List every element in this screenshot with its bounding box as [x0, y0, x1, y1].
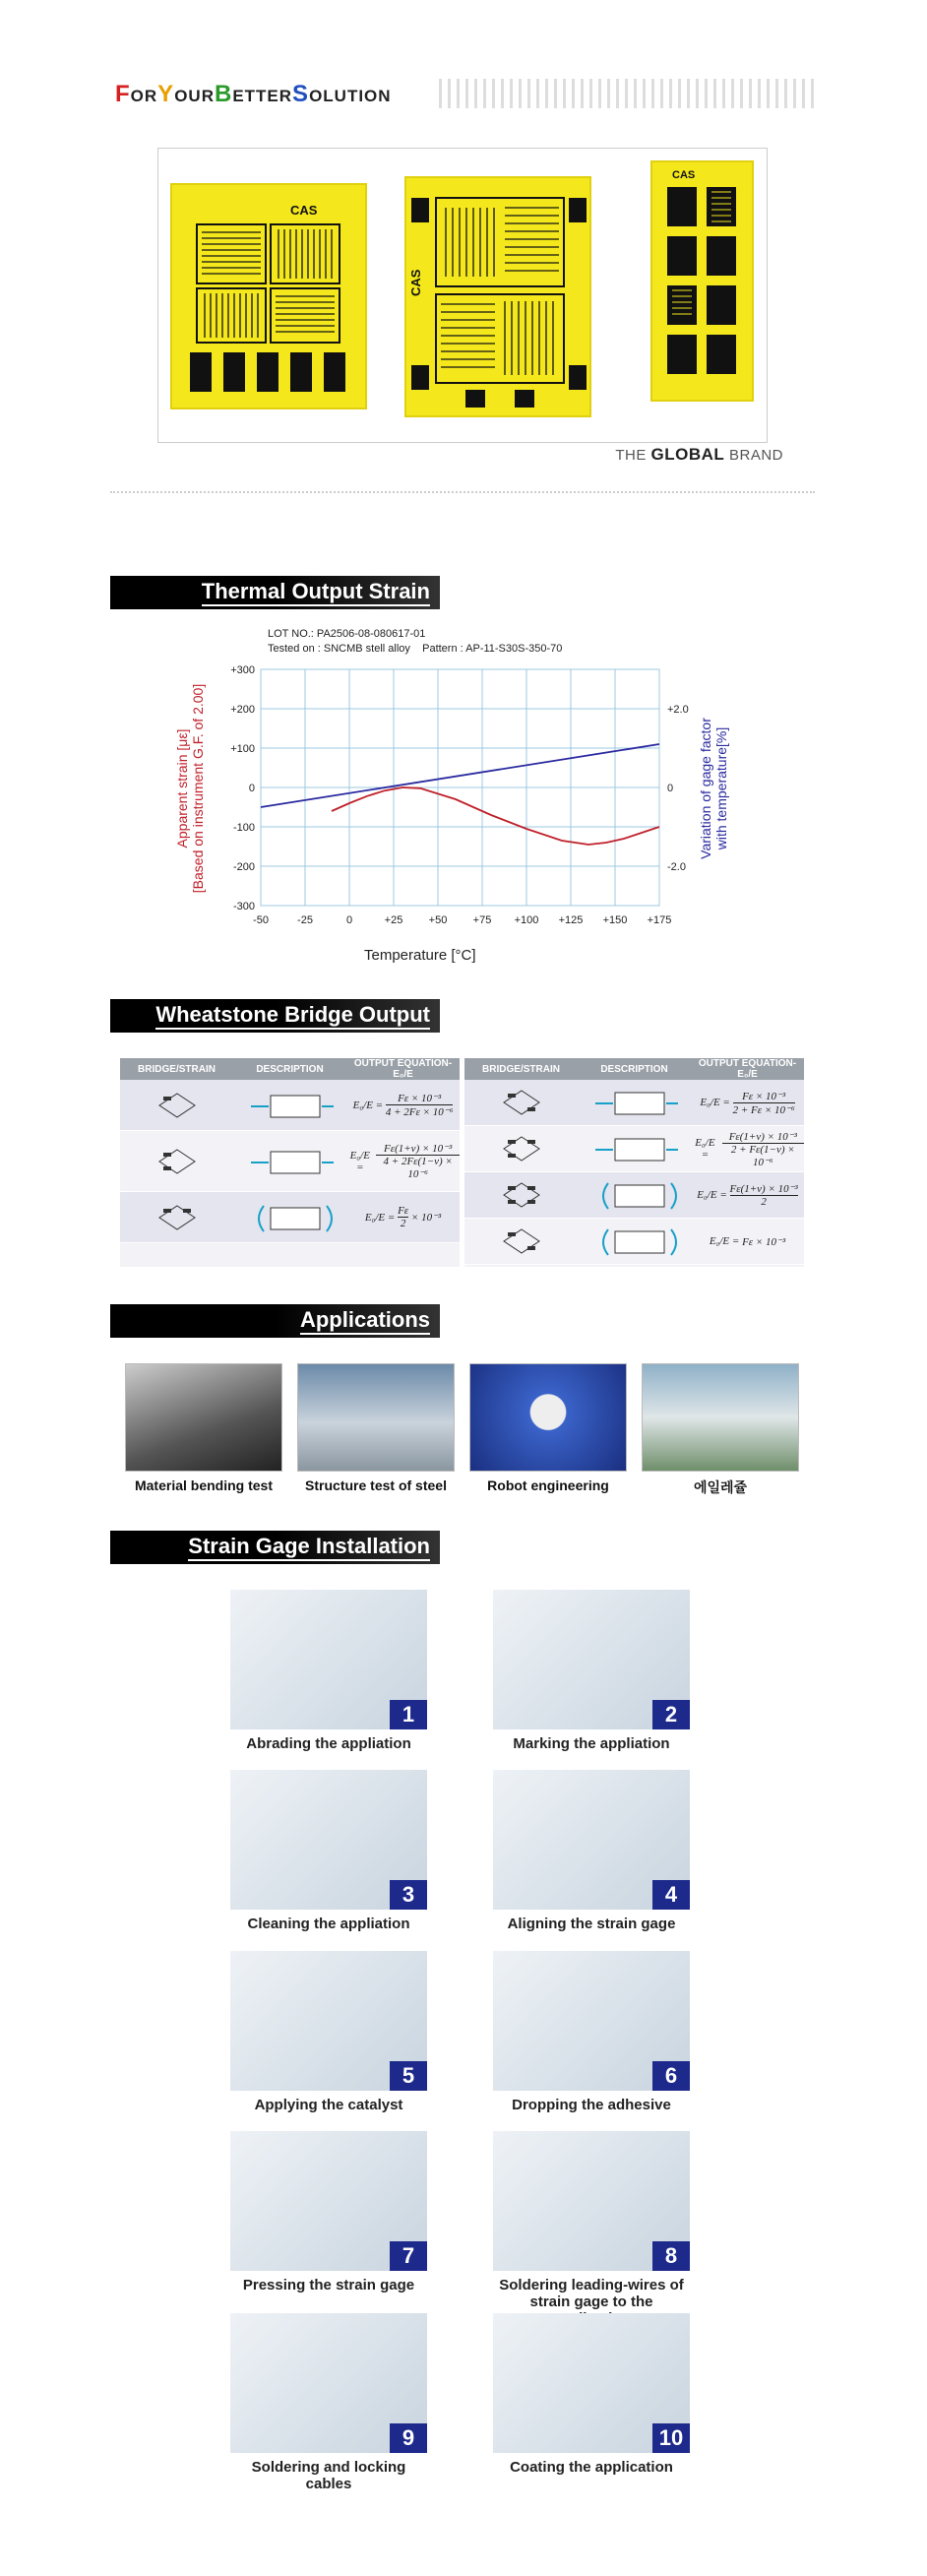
step-photo	[493, 1770, 690, 1910]
specimen-icon	[590, 1177, 679, 1213]
eq-numerator: Fε(1+ν) × 10⁻³	[722, 1130, 804, 1144]
table-row	[120, 1080, 460, 1131]
bridge-table-right	[464, 1058, 804, 1267]
installation-step	[230, 1770, 427, 1932]
specimen-icon	[246, 1200, 335, 1235]
y-tick-label: +300	[230, 664, 255, 676]
specimen-icon	[590, 1224, 679, 1259]
specimen-icon	[590, 1131, 679, 1166]
step-number: 1	[390, 1700, 427, 1729]
step-number: 10	[652, 2423, 690, 2453]
lot-number: LOT NO.: PA2506-08-080617-01	[268, 628, 426, 640]
thermal-title: Thermal Output Strain	[202, 579, 430, 606]
divider	[110, 491, 815, 493]
section-header-installation	[110, 1531, 440, 1564]
table-row	[464, 1080, 804, 1126]
table-header	[120, 1058, 460, 1080]
cas-logo-3: CAS	[672, 169, 696, 181]
step-caption: Applying the catalyst	[254, 2097, 403, 2113]
brand-suffix: BRAND	[724, 447, 783, 464]
tagline-text: OLUTION	[309, 87, 392, 105]
bridge-diagram-icon	[155, 1203, 199, 1232]
x-tick-label: 0	[345, 914, 353, 926]
cas-logo-1: CAS	[290, 203, 318, 218]
installation-step	[230, 1590, 427, 1752]
step-caption: Soldering leading-wires of strain gage to the	[499, 2277, 684, 2310]
installation-step	[493, 1951, 690, 2113]
step-photo	[230, 2131, 427, 2271]
specimen-icon	[246, 1144, 335, 1179]
bridge-diagram-icon	[155, 1091, 199, 1120]
eq-lhs: E₀/E =	[352, 1099, 384, 1111]
eq-denominator: 4 + 2Fε(1−ν) × 10⁻⁶	[383, 1156, 453, 1180]
application-caption: 에일레쥴	[693, 1479, 748, 1495]
x-tick-label: +100	[514, 914, 539, 926]
y-tick-label: +200	[230, 704, 255, 716]
strain-gage-product-3	[650, 160, 754, 402]
application-card	[469, 1363, 627, 1493]
gage-pattern-1	[172, 185, 365, 408]
eq-lhs: E₀/E =	[697, 1189, 727, 1201]
y-tick-label: +100	[230, 743, 255, 755]
product-showcase	[157, 148, 768, 443]
application-caption: Material bending test	[134, 1477, 274, 1493]
bridge-diagram-icon	[500, 1180, 543, 1210]
y-tick-label: -300	[232, 901, 255, 912]
tagline	[115, 81, 392, 108]
step-number: 2	[652, 1700, 690, 1729]
specimen-icon	[246, 1088, 335, 1123]
applications-title: Applications	[300, 1307, 430, 1335]
eq-numerator: Fε × 10⁻³	[733, 1090, 795, 1103]
brand-prefix: THE	[615, 447, 651, 464]
bridge-diagram-icon	[500, 1134, 543, 1163]
x-tick-label: +75	[472, 914, 492, 926]
step-caption: Soldering and locking cables	[251, 2459, 406, 2492]
header-description: DESCRIPTION	[256, 1063, 324, 1075]
application-card	[125, 1363, 282, 1493]
equation	[691, 1182, 804, 1208]
eq-numerator: Fε(1+ν) × 10⁻³	[376, 1142, 460, 1156]
eq-lhs: E₀/E =	[349, 1149, 370, 1173]
step-photo	[493, 1951, 690, 2091]
installation-step	[493, 1590, 690, 1752]
step-number: 5	[390, 2061, 427, 2091]
structure-steel-image	[297, 1363, 455, 1472]
tagline-text: ETTER	[232, 87, 293, 105]
ylabel-apparent-strain: Apparent strain [με]	[174, 728, 190, 848]
chart-ylabel-left	[174, 664, 206, 920]
table-header	[464, 1058, 804, 1080]
installation-step	[493, 2131, 690, 2327]
equation	[691, 1235, 804, 1248]
gage-pattern-2	[406, 178, 589, 415]
strain-gage-product-2	[404, 176, 591, 417]
material-bending-image	[125, 1363, 282, 1472]
eq-numerator: Fε	[398, 1205, 409, 1217]
x-tick-label: +150	[602, 914, 628, 926]
step-caption: Aligning the strain gage	[507, 1916, 676, 1932]
x-tick-label: +175	[647, 914, 672, 926]
installation-step	[493, 2313, 690, 2476]
section-header-applications	[110, 1304, 440, 1338]
eq-numerator: Fε × 10⁻³	[386, 1092, 454, 1105]
table-row	[120, 1192, 460, 1243]
eq-denominator: 4 + 2Fε × 10⁻⁶	[385, 1106, 454, 1118]
tagline-text: OR	[130, 87, 158, 105]
thermal-output-chart	[187, 660, 699, 945]
installation-title: Strain Gage Installation	[188, 1534, 430, 1561]
x-tick-label: +25	[384, 914, 403, 926]
strain-gage-product-1	[170, 183, 367, 409]
tagline-letter: F	[115, 81, 131, 107]
y-tick-label: 0	[248, 783, 255, 794]
step-caption: Coating the application	[510, 2459, 673, 2476]
decorative-stripes	[433, 79, 815, 108]
step-caption: Abrading the appliation	[246, 1735, 411, 1752]
facility-image	[642, 1363, 799, 1472]
x-tick-label: +50	[428, 914, 448, 926]
step-photo	[230, 1770, 427, 1910]
eq-denominator: 2	[761, 1196, 767, 1208]
x-tick-label: -25	[297, 914, 313, 926]
chart-ylabel-right	[698, 664, 729, 920]
bridge-table-left	[120, 1058, 460, 1267]
step-caption: Pressing the strain gage	[242, 2277, 415, 2293]
x-tick-label: -50	[253, 914, 269, 926]
equation	[346, 1205, 460, 1229]
application-card	[642, 1363, 799, 1497]
header-bridge: BRIDGE/STRAIN	[482, 1063, 560, 1075]
chart-xlabel: Temperature [°C]	[364, 947, 476, 964]
equation	[691, 1090, 804, 1116]
installation-step	[230, 2131, 427, 2293]
ylabel-variation: Variation of gage factor	[698, 718, 713, 859]
tagline-letter: Y	[157, 81, 175, 107]
eq-suffix: × 10⁻³	[410, 1212, 442, 1224]
bridge-diagram-icon	[500, 1226, 543, 1256]
header-equation: OUTPUT EQUATION-E₀/E	[353, 1058, 453, 1080]
eq-lhs: E₀/E =	[695, 1137, 715, 1161]
application-caption: Structure test of steel	[305, 1477, 447, 1493]
eq-lhs: E₀/E =	[364, 1211, 396, 1224]
eq-plain: Fε × 10⁻³	[742, 1235, 786, 1248]
x-tick-label: +125	[558, 914, 584, 926]
test-info: Tested on : SNCMB stell alloy Pattern : AP-11-S30S-350-70	[268, 643, 563, 655]
equation	[346, 1092, 460, 1118]
installation-step	[230, 2313, 427, 2492]
step-photo	[230, 1590, 427, 1729]
wheatstone-title: Wheatstone Bridge Output	[155, 1002, 430, 1030]
y2-tick-label: -2.0	[667, 861, 686, 873]
equation	[346, 1142, 460, 1180]
specimen-icon	[590, 1085, 679, 1120]
step-number: 4	[652, 1880, 690, 1910]
table-row	[464, 1172, 804, 1219]
table-row	[464, 1126, 804, 1172]
step-photo	[230, 1951, 427, 2091]
step-number: 6	[652, 2061, 690, 2091]
header-description: DESCRIPTION	[600, 1063, 668, 1075]
y2-tick-label: 0	[667, 783, 674, 794]
section-header-thermal	[110, 576, 440, 609]
ylabel-based-on: [Based on instrument G.F. of 2.00]	[190, 683, 206, 894]
ylabel-with-temp: with temperature[%]	[713, 726, 729, 850]
table-row	[464, 1219, 804, 1265]
step-number: 7	[390, 2241, 427, 2271]
step-photo	[230, 2313, 427, 2453]
eq-lhs: E₀/E =	[700, 1097, 730, 1108]
header-equation: OUTPUT EQUATION-E₀/E	[698, 1058, 797, 1080]
global-brand	[615, 445, 783, 465]
application-card	[297, 1363, 455, 1493]
tagline-text: OUR	[174, 87, 215, 105]
step-caption: Dropping the adhesive	[512, 2097, 671, 2113]
table-row	[120, 1131, 460, 1192]
installation-step	[230, 1951, 427, 2113]
eq-denominator: 2 + Fε(1−ν) × 10⁻⁶	[730, 1143, 795, 1168]
section-header-wheatstone	[110, 999, 440, 1033]
y2-tick-label: +2.0	[667, 704, 689, 716]
eq-denominator: 2	[400, 1218, 406, 1229]
y-tick-label: -100	[232, 822, 255, 834]
application-caption: Robot engineering	[487, 1477, 609, 1493]
bridge-diagram-icon	[155, 1147, 199, 1176]
cas-logo-2: CAS	[408, 269, 423, 296]
gage-pattern-3	[652, 162, 752, 400]
step-photo	[493, 2131, 690, 2271]
y-tick-label: -200	[232, 861, 255, 873]
step-number: 8	[652, 2241, 690, 2271]
equation	[691, 1130, 804, 1168]
eq-numerator: Fε(1+ν) × 10⁻³	[729, 1183, 798, 1195]
eq-denominator: 2 + Fε × 10⁻⁶	[732, 1103, 795, 1116]
bridge-diagram-icon	[500, 1088, 543, 1117]
tagline-letter: B	[214, 81, 233, 107]
installation-step	[493, 1770, 690, 1932]
brand-main: GLOBAL	[650, 445, 725, 464]
step-caption: Cleaning the appliation	[247, 1916, 410, 1932]
header-bridge: BRIDGE/STRAIN	[138, 1063, 216, 1075]
step-number: 9	[390, 2423, 427, 2453]
step-photo	[493, 2313, 690, 2453]
step-photo	[493, 1590, 690, 1729]
step-number: 3	[390, 1880, 427, 1910]
step-caption: Marking the appliation	[513, 1735, 670, 1752]
eq-lhs: E₀/E =	[709, 1235, 740, 1247]
robot-engineering-image	[469, 1363, 627, 1472]
tagline-letter: S	[292, 81, 310, 107]
